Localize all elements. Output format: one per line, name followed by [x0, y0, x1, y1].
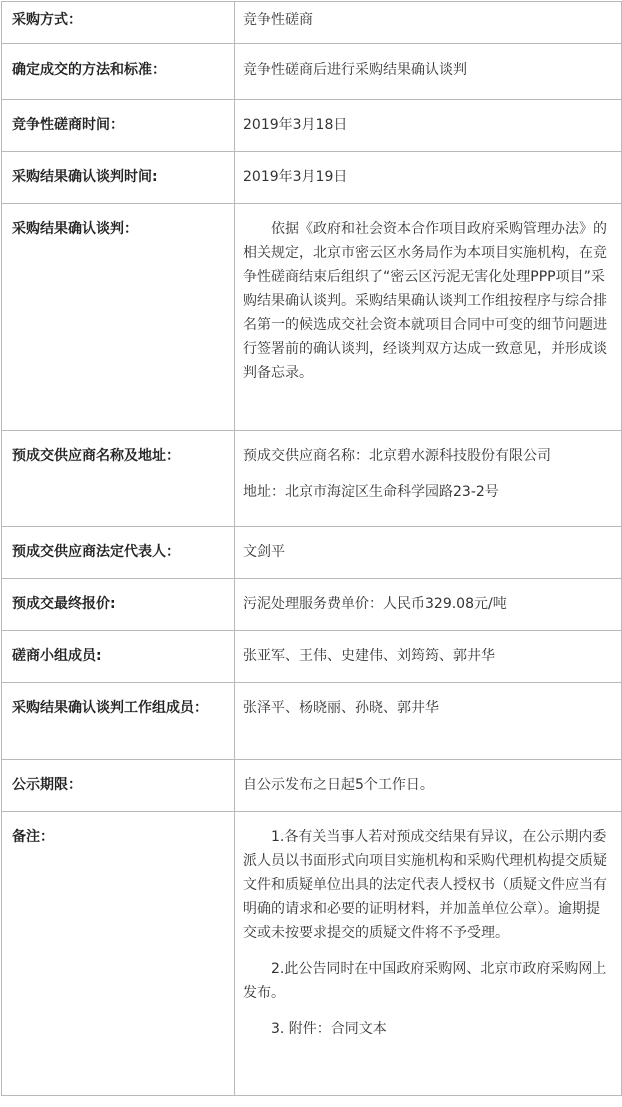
row-supplier: [2, 431, 622, 527]
consultation-time-label: 竞争性磋商时间：: [2, 100, 235, 152]
row-panel-members: [2, 631, 622, 683]
row-publicity-period: [2, 760, 622, 812]
row-negotiation: [2, 204, 622, 431]
supplier-address: 地址：北京市海淀区生命科学园路23-2号: [243, 484, 499, 500]
supplier-name: 预成交供应商名称：北京碧水源科技股份有限公司: [243, 448, 551, 464]
row-method-standard: [2, 44, 622, 100]
negotiation-time-label: 采购结果确认谈判时间:: [2, 152, 235, 204]
consultation-time-value: 2019年3月18日: [235, 100, 622, 152]
row-final-price: [2, 579, 622, 631]
publicity-period-label: 公示期限：: [2, 760, 235, 812]
panel-members-value: 张亚军、王伟、史建伟、刘筠筠、郭井华: [235, 631, 622, 683]
row-legal-representative: [2, 527, 622, 579]
announcement-table: [1, 1, 622, 1096]
supplier-label: 预成交供应商名称及地址：: [2, 431, 235, 527]
row-work-group: [2, 683, 622, 760]
final-price-value: 污泥处理服务费单价：人民币329.08元/吨: [235, 579, 622, 631]
negotiation-label: 采购结果确认谈判：: [2, 204, 235, 431]
row-consultation-time: [2, 100, 622, 152]
final-price-label: 预成交最终报价:: [2, 579, 235, 631]
negotiation-text: 依据《政府和社会资本合作项目政府采购管理办法》的相关规定，北京市密云区水务局作为本项目实施机构，在竞争性磋商结束后组织了“密云区污泥无害化处理PPP项目”采购结果确认谈判。采购结果确认谈判工作组按程序与综合排名第一的候选成交社会资本就项目合同中可变的细节问题进行签署前的确认谈判，经谈判双方达成一致意见，并形成谈判备忘录。: [243, 221, 607, 381]
method-standard-label: 确定成交的方法和标准：: [2, 44, 235, 100]
procurement-method-value: 竞争性磋商: [235, 2, 622, 44]
remark-publication: 2.此公告同时在中国政府采购网、北京市政府采购网上发布。: [243, 961, 607, 1001]
work-group-label: 采购结果确认谈判工作组成员：: [2, 683, 235, 760]
negotiation-time-value: 2019年3月19日: [235, 152, 622, 204]
row-negotiation-time: [2, 152, 622, 204]
remark-attachment: 3. 附件：合同文本: [271, 1021, 387, 1037]
method-standard-value: 竞争性磋商后进行采购结果确认谈判: [235, 44, 622, 100]
row-remarks: [2, 812, 622, 1096]
work-group-value: 张泽平、杨晓丽、孙晓、郭井华: [235, 683, 622, 760]
legal-representative-value: 文剑平: [235, 527, 622, 579]
remark-objection: 1.各有关当事人若对预成交结果有异议，在公示期内委派人员以书面形式向项目实施机构和采购代理机构提交质疑文件和质疑单位出具的法定代表人授权书（质疑文件应当有明确的请求和必要的证明材料，并加盖单位公章）。逾期提交或未按要求提交的质疑文件将不予受理。: [243, 829, 607, 941]
panel-members-label: 磋商小组成员:: [2, 631, 235, 683]
procurement-method-label: 采购方式：: [2, 2, 235, 44]
legal-representative-label: 预成交供应商法定代表人：: [2, 527, 235, 579]
publicity-period-value: 自公示发布之日起5个工作日。: [235, 760, 622, 812]
remarks-label: 备注：: [2, 812, 235, 1096]
row-procurement-method: [2, 2, 622, 44]
